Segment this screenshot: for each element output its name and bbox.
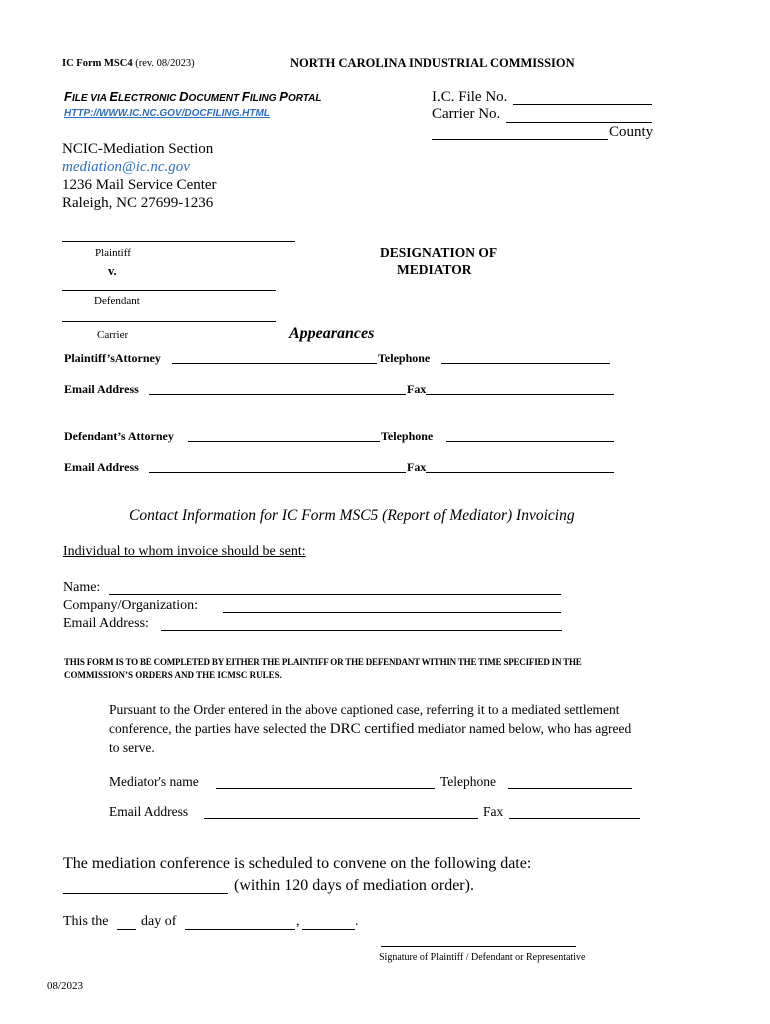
schedule-line2: (within 120 days of mediation order). [234, 877, 474, 894]
plaintiff-attorney-field[interactable] [172, 363, 377, 364]
schedule-date-field[interactable] [63, 893, 228, 894]
plaintiff-email-field[interactable] [149, 394, 406, 395]
year-field[interactable] [302, 929, 355, 930]
invoice-name-field[interactable] [109, 594, 561, 595]
filing-title-part4: ILING [249, 93, 280, 104]
carrier-field[interactable] [62, 321, 276, 322]
body-para-line1: Pursuant to the Order entered in the above captioned case, referring it to a mediated settlement [109, 702, 620, 717]
defendant-fax-label: Fax [407, 460, 427, 474]
defendant-telephone-field[interactable] [446, 441, 614, 442]
date-period: . [355, 914, 359, 929]
agency-name: NORTH CAROLINA INDUSTRIAL COMMISSION [290, 56, 575, 70]
form-rev: (rev. 08/2023) [132, 58, 195, 69]
defendant-label: Defendant [94, 295, 140, 307]
invoice-name-label: Name: [63, 580, 101, 595]
file-no-field[interactable] [513, 104, 652, 105]
mediation-email-link[interactable]: mediation@ic.nc.gov [62, 159, 190, 175]
invoice-individual-label: Individual to whom invoice should be sent: [63, 544, 306, 559]
month-field[interactable] [185, 929, 295, 930]
filing-title-part2: LECTRONIC [118, 93, 180, 104]
mediator-email-label: Email Address [109, 804, 189, 819]
invoice-email-field[interactable] [161, 630, 562, 631]
filing-title-cap-p: P [279, 89, 288, 104]
filing-url-link[interactable]: HTTP://WWW.IC.NC.GOV/DOCFILING.HTML [64, 108, 270, 119]
schedule-line1: The mediation conference is scheduled to convene on the following date: [63, 855, 532, 872]
mediator-name-label: Mediator's name [109, 774, 199, 789]
filing-title-cap-d: D [179, 89, 189, 104]
carrier-no-label: Carrier No. [432, 106, 501, 122]
signature-label: Signature of Plaintiff / Defendant or Representative [379, 952, 586, 963]
day-of-label: day of [141, 914, 177, 929]
mediator-name-field[interactable] [216, 788, 435, 789]
county-field[interactable] [432, 139, 608, 140]
notice-line2: COMMISSION’S ORDERS AND THE ICMSC RULES. [64, 670, 282, 680]
carrier-label: Carrier [97, 329, 129, 341]
notice-line1: THIS FORM IS TO BE COMPLETED BY EITHER THE PLAINTIFF OR THE DEFENDANT WITHIN THE TIME SPECIFIED IN THE [64, 657, 582, 667]
file-no-label: I.C. File No. [432, 89, 508, 105]
county-label: County [609, 124, 654, 140]
plaintiff-field[interactable] [62, 241, 295, 242]
document-title-line2: MEDIATOR [397, 262, 472, 277]
filing-title-cap-f: F [64, 89, 72, 104]
this-the-label: This the [63, 914, 109, 929]
carrier-no-field[interactable] [506, 122, 652, 123]
mediator-fax-field[interactable] [509, 818, 640, 819]
filing-title-part3: OCUMENT [188, 93, 242, 104]
filing-title [64, 89, 321, 104]
plaintiff-telephone-field[interactable] [441, 363, 610, 364]
plaintiff-fax-field[interactable] [426, 394, 614, 395]
mediator-telephone-field[interactable] [508, 788, 632, 789]
signature-field[interactable] [381, 946, 576, 947]
address-line1: NCIC-Mediation Section [62, 141, 214, 157]
body-para-line3: to serve. [109, 740, 155, 755]
filing-title-part1: ILE VIA [71, 93, 110, 104]
defendant-attorney-label: Defendant’s Attorney [64, 429, 174, 443]
plaintiff-attorney-label: Plaintiff’sAttorney [64, 351, 161, 365]
filing-title-cap-e: E [109, 89, 119, 104]
filing-title-cap-f2: F [241, 89, 250, 104]
mediator-telephone-label: Telephone [440, 774, 497, 789]
body-para-line2a: conference, the parties have selected the [109, 721, 330, 736]
appearances-heading: Appearances [289, 325, 375, 342]
day-field[interactable] [117, 929, 136, 930]
plaintiff-label: Plaintiff [95, 247, 131, 259]
mediator-email-field[interactable] [204, 818, 478, 819]
defendant-email-label: Email Address [64, 460, 139, 474]
versus-label: v. [108, 264, 117, 278]
form-id [62, 58, 195, 69]
defendant-telephone-label: Telephone [381, 429, 434, 443]
body-para-line2 [109, 721, 631, 738]
invoice-company-label: Company/Organization: [63, 598, 199, 613]
invoice-company-field[interactable] [223, 612, 561, 613]
date-comma: , [296, 914, 300, 929]
defendant-email-field[interactable] [149, 472, 406, 473]
body-para-drc: DRC certified [329, 721, 415, 737]
invoice-heading: Contact Information for IC Form MSC5 (Report of Mediator) Invoicing [129, 507, 575, 524]
body-para-line2c: mediator named below, who has agreed [414, 721, 632, 736]
filing-title-part5: ORTAL [287, 93, 322, 104]
plaintiff-telephone-label: Telephone [378, 351, 431, 365]
footer-date: 08/2023 [47, 980, 84, 992]
defendant-field[interactable] [62, 290, 276, 291]
plaintiff-email-label: Email Address [64, 382, 139, 396]
mediator-fax-label: Fax [483, 804, 504, 819]
defendant-fax-field[interactable] [426, 472, 614, 473]
invoice-email-label: Email Address: [63, 616, 149, 631]
address-line4: Raleigh, NC 27699-1236 [62, 195, 214, 211]
document-title-line1: DESIGNATION OF [380, 245, 498, 260]
form-id-text: IC Form MSC4 [62, 58, 133, 69]
defendant-attorney-field[interactable] [188, 441, 380, 442]
address-line3: 1236 Mail Service Center [62, 177, 217, 193]
plaintiff-fax-label: Fax [407, 382, 427, 396]
